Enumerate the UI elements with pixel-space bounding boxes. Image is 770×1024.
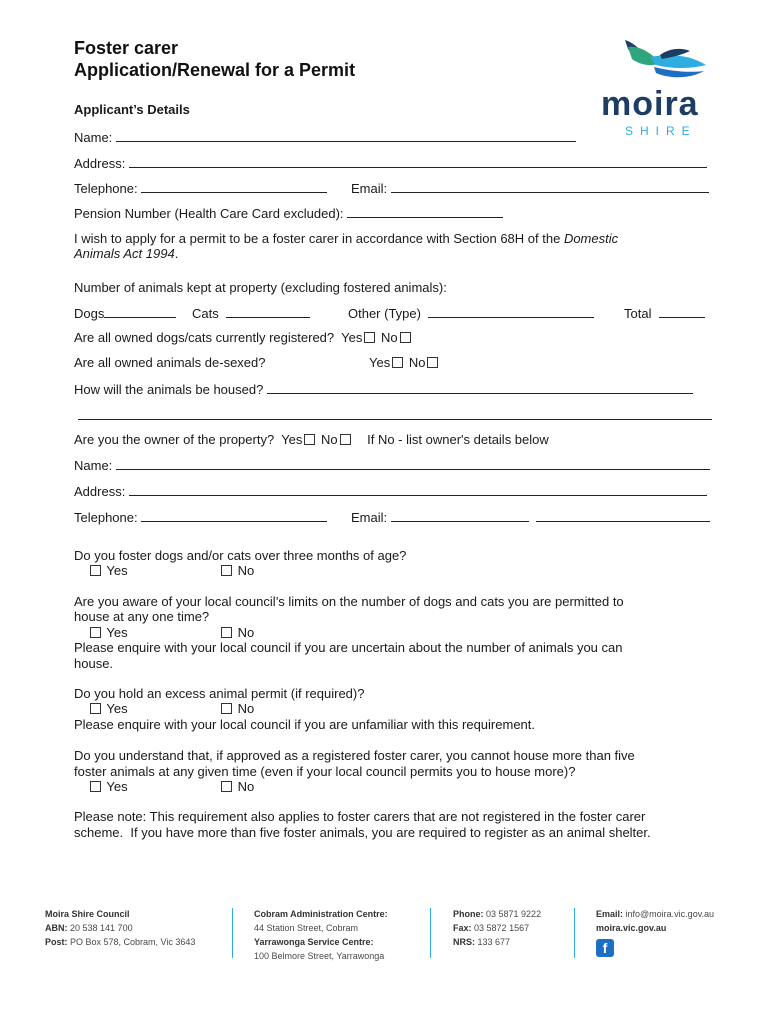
desexed-yes-checkbox[interactable] [392,357,403,368]
phone-value: 03 5871 9222 [486,909,542,919]
owner-email-label: Email: [351,510,388,525]
housing-question: How will the animals be housed? [74,382,264,397]
registered-yes-label: Yes [341,330,363,345]
housing-field-2[interactable] [78,407,712,420]
desexed-yes-label: Yes [369,355,391,370]
abn-value: 20 538 141 700 [70,923,133,933]
owner-yes-checkbox[interactable] [304,434,315,445]
foster-age-no-label: No [237,563,255,578]
desexed-options [369,355,440,371]
limits-yes-label: Yes [106,625,128,640]
telephone-field[interactable] [141,180,327,193]
yarrawonga-address: 100 Belmore Street, Yarrawonga [254,951,385,961]
excess-no-label: No [237,701,255,716]
footer-website[interactable]: moira.vic.gov.au [596,923,667,933]
cobram-centre-label: Cobram Administration Centre: [254,909,388,919]
intro-act-part1: Domestic [563,231,619,246]
dogs-field[interactable] [104,305,176,318]
note-line-2: scheme. If you have more than five foster animals, you are required to register as an animal shelter. [74,825,651,840]
logo-wordmark: moira [601,85,699,123]
footer-phone-col [453,907,541,949]
owner-name-label: Name: [74,458,113,473]
registered-no-checkbox[interactable] [400,332,411,343]
q-five-line-2: foster animals at any given time (even if your local council permits you to house more)? [74,764,576,779]
owner-telephone-label: Telephone: [74,510,138,525]
housing-row [74,381,693,398]
q-limits-yes [88,625,128,641]
owner-no-checkbox[interactable] [340,434,351,445]
q-limits-line-1: Are you aware of your local council’s limits on the number of dogs and cats you are permitted to [74,594,624,609]
registered-row [74,330,413,346]
address-row [74,155,707,172]
registered-no-label: No [380,330,398,345]
q-excess-no [219,701,254,717]
other-row [348,305,594,322]
pension-row [74,205,503,222]
name-field[interactable] [116,129,576,142]
nrs-value: 133 677 [477,937,511,947]
facebook-icon[interactable]: f [596,939,614,957]
address-field[interactable] [129,155,707,168]
post-value: PO Box 578, Cobram, Vic 3643 [70,937,196,947]
footer-divider-2 [430,908,431,958]
dogs-row [74,305,176,322]
email-row [351,180,709,197]
q-foster-age-no [219,563,254,579]
limits-no-label: No [237,625,255,640]
email-label: Email: [351,181,388,196]
housing-row-2 [78,407,712,424]
foster-age-yes-label: Yes [106,563,128,578]
owner-email-field[interactable] [391,509,529,522]
q-foster-age: Do you foster dogs and/or cats over three months of age? [74,548,407,563]
intro-end: . [174,246,179,261]
limits-no-checkbox[interactable] [221,627,232,638]
cats-label: Cats [192,306,219,321]
registered-yes-checkbox[interactable] [364,332,375,343]
registered-question: Are all owned dogs/cats currently registered? [74,330,335,345]
q-five-yes [88,779,128,795]
owner-address-field[interactable] [129,483,707,496]
form-title [74,37,355,81]
footer-email-label: Email: [596,909,624,919]
intro-line-2 [74,246,178,262]
q-five-no [219,779,254,795]
other-label: Other (Type) [348,306,421,321]
pension-label: Pension Number (Health Care Card excluded): [74,206,344,221]
q-excess-permit: Do you hold an excess animal permit (if required)? [74,686,365,701]
footer-divider-1 [232,908,233,958]
owner-email-row [351,509,710,526]
owner-name-row [74,457,710,474]
owner-note: If No - list owner's details below [367,432,549,447]
q-foster-age-yes [88,563,128,579]
owner-address-label: Address: [74,484,126,499]
fax-label: Fax: [453,923,472,933]
intro-act-part2: Animals Act 1994 [74,246,175,261]
footer-divider-3 [574,908,575,958]
footer-contact-col [596,907,714,935]
total-label: Total [624,306,652,321]
cobram-address: 44 Station Street, Cobram [254,923,359,933]
owner-question: Are you the owner of the property? [74,432,275,447]
telephone-label: Telephone: [74,181,138,196]
q-five-line-1: Do you understand that, if approved as a registered foster carer, you cannot house more than five [74,748,635,763]
limits-note-line-1: Please enquire with your local council if you are uncertain about the number of animals you can [74,640,623,655]
excess-note: Please enquire with your local council if you are unfamiliar with this requirement. [74,717,535,732]
foster-age-yes-checkbox[interactable] [90,565,101,576]
telephone-row [74,180,327,197]
excess-yes-label: Yes [106,701,128,716]
note-line-1: Please note: This requirement also applies to foster carers that are not registered in the foster carer [74,809,646,824]
footer-council-col [45,907,195,949]
applicant-heading: Applicant’s Details [74,102,190,117]
cats-field[interactable] [226,305,310,318]
owner-no-label: No [321,432,338,447]
footer-email-value[interactable]: info@moira.vic.gov.au [625,909,715,919]
abn-label: ABN: [45,923,68,933]
desexed-question: Are all owned animals de-sexed? [74,355,266,370]
q-limits-line-2: house at any one time? [74,609,210,624]
phone-label: Phone: [453,909,484,919]
post-label: Post: [45,937,68,947]
name-label: Name: [74,130,113,145]
limits-note-line-2: house. [74,656,114,671]
total-field[interactable] [659,305,705,318]
intro-text: I wish to apply for a permit to be a foster carer in accordance with Section 68H of the [74,231,561,246]
title-line-1: Foster carer [74,38,179,58]
q-limits-no [219,625,254,641]
desexed-no-checkbox[interactable] [427,357,438,368]
title-line-2: Application/Renewal for a Permit [74,60,356,80]
excess-no-checkbox[interactable] [221,703,232,714]
limits-yes-checkbox[interactable] [90,627,101,638]
owner-name-field[interactable] [116,457,710,470]
name-row [74,129,576,146]
owner-row [74,432,549,448]
excess-yes-checkbox[interactable] [90,703,101,714]
five-yes-label: Yes [106,779,128,794]
five-no-label: No [237,779,255,794]
housing-field[interactable] [267,381,693,394]
pension-field[interactable] [347,205,503,218]
yarrawonga-label: Yarrawonga Service Centre: [254,937,374,947]
logo-shire-text: SHIRE [625,124,697,138]
total-row [624,305,705,322]
five-no-checkbox[interactable] [221,781,232,792]
five-yes-checkbox[interactable] [90,781,101,792]
owner-telephone-field[interactable] [141,509,327,522]
other-field[interactable] [428,305,594,318]
address-label: Address: [74,156,126,171]
q-excess-yes [88,701,128,717]
dogs-label: Dogs [74,306,105,321]
owner-address-row [74,483,707,500]
owner-email-field-2[interactable] [536,509,710,522]
cats-row [192,305,310,322]
foster-age-no-checkbox[interactable] [221,565,232,576]
email-field[interactable] [391,180,709,193]
animals-count-label: Number of animals kept at property (excluding fostered animals): [74,280,447,295]
intro-line-1 [74,231,618,247]
owner-telephone-row [74,509,327,526]
desexed-no-label: No [408,355,426,370]
council-name: Moira Shire Council [45,909,130,919]
footer-centres-col [254,907,388,963]
owner-yes-label: Yes [281,432,303,447]
fax-value: 03 5872 1567 [474,923,530,933]
nrs-label: NRS: [453,937,475,947]
